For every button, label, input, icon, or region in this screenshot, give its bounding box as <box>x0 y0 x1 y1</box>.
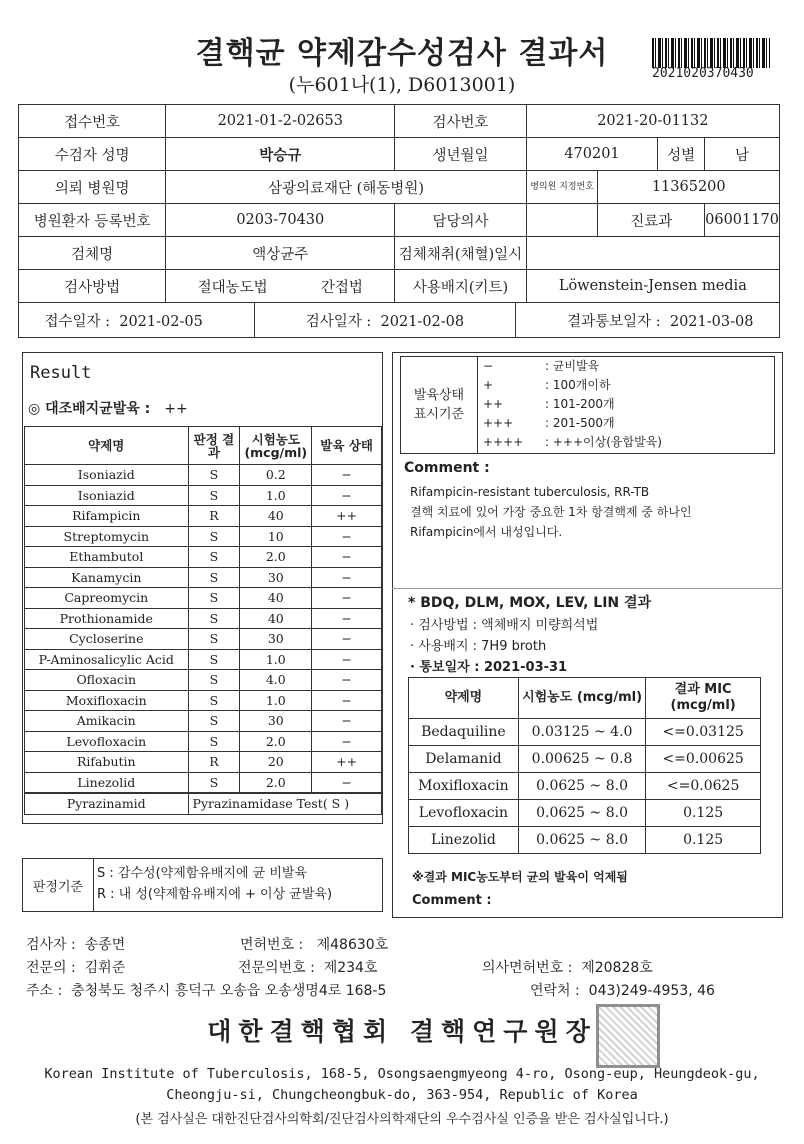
legend-symbol: +++ <box>483 416 514 430</box>
license-label: 면허번호 : <box>240 937 304 953</box>
drug-name: Linezolid <box>25 772 189 793</box>
judge-result: S <box>188 465 240 486</box>
mic-drug: Levofloxacin <box>409 800 519 827</box>
test-conc: 1.0 <box>240 649 312 670</box>
growth-status: − <box>312 690 382 711</box>
judge-result: S <box>188 731 240 752</box>
table-row <box>25 588 382 609</box>
legend-item <box>483 357 599 376</box>
growth-status: − <box>312 588 382 609</box>
hospital-label: 의뢰 병원명 <box>19 171 166 204</box>
growth-status: − <box>312 526 382 547</box>
growth-status: − <box>312 629 382 650</box>
test-conc: 10 <box>240 526 312 547</box>
dates-row <box>19 303 780 338</box>
drug-name: Amikacin <box>25 711 189 732</box>
test-no-label: 검사번호 <box>395 105 526 138</box>
specimen: 액상균주 <box>166 237 395 270</box>
legend-label <box>401 357 478 453</box>
doctor <box>526 204 598 237</box>
mic-table <box>408 677 761 854</box>
table-row <box>409 773 761 800</box>
table-row <box>25 690 382 711</box>
judge-result: S <box>188 772 240 793</box>
sex-label: 성별 <box>658 138 705 171</box>
patient-no: 0203-70430 <box>166 204 395 237</box>
judge-result: S <box>188 670 240 691</box>
license-number: 제48630호 <box>316 937 389 953</box>
specialist <box>26 957 125 977</box>
table-row <box>409 746 761 773</box>
col-judge: 판정 결과 <box>188 427 240 465</box>
collect-label: 검체채취(채혈)일시 <box>395 237 526 270</box>
legend-symbol: ++++ <box>483 435 524 449</box>
legend-desc: : 201-500개 <box>545 416 615 430</box>
table-row <box>25 752 382 773</box>
method-label: 검사방법 <box>19 270 166 303</box>
name-label: 수검자 성명 <box>19 138 166 171</box>
growth-legend <box>400 356 775 454</box>
bdq-report <box>410 656 567 675</box>
drug-name: Prothionamide <box>25 608 189 629</box>
legend-symbol: + <box>483 378 494 392</box>
test-conc: 4.0 <box>240 670 312 691</box>
judge-result: S <box>188 608 240 629</box>
control-growth <box>28 398 188 418</box>
test-conc: 2.0 <box>240 772 312 793</box>
dept-label: 진료과 <box>598 204 705 237</box>
table-row <box>25 731 382 752</box>
judge-result: S <box>188 567 240 588</box>
drug-name: Ofloxacin <box>25 670 189 691</box>
bdq-report-date: 2021-03-31 <box>483 660 568 675</box>
table-row <box>25 649 382 670</box>
criteria-s: S : 감수성(약제함유배지에 균 비발육 <box>97 866 308 881</box>
comment-title: Comment : <box>404 460 490 476</box>
spec-no <box>238 957 377 977</box>
test-conc: 30 <box>240 567 312 588</box>
birth-label: 생년월일 <box>395 138 526 171</box>
control-growth-value: ++ <box>164 401 188 417</box>
barcode <box>652 38 770 68</box>
legend-item <box>483 433 662 452</box>
growth-status: − <box>312 670 382 691</box>
contact-label: 연락처 : <box>530 983 580 999</box>
mic-drug: Bedaquiline <box>409 719 519 746</box>
contact-value: 043)249-4953, 46 <box>588 983 715 999</box>
tested-label: 검사일자 : <box>305 313 372 330</box>
received-label: 접수일자 : <box>44 313 111 330</box>
criteria-r: R : 내 성(약제함유배지에 + 이상 균발육) <box>97 887 333 902</box>
doc-license-number: 제20828호 <box>581 960 653 976</box>
receipt-no: 2021-01-2-02653 <box>166 105 395 138</box>
growth-status: − <box>312 465 382 486</box>
control-growth-label: ◎ 대조배지균발육 : <box>28 401 151 417</box>
pza-result: Pyrazinamidase Test( S ) <box>188 793 381 814</box>
received-date: 2021-02-05 <box>119 313 203 330</box>
institute-address-en-2: Cheongju-si, Chungcheongbuk-do, 363-954, Republic of Korea <box>166 1087 638 1103</box>
drug-name: Moxifloxacin <box>25 690 189 711</box>
growth-status: ++ <box>312 506 382 527</box>
test-conc: 1.0 <box>240 690 312 711</box>
growth-status: − <box>312 547 382 568</box>
address-label: 주소 : <box>26 983 63 999</box>
legend-item <box>483 376 611 395</box>
mic-conc: 0.0625 ~ 8.0 <box>518 800 645 827</box>
test-no: 2021-20-01132 <box>526 105 779 138</box>
comment-line: Rifampicin-resistant tuberculosis, RR-TB <box>410 485 650 499</box>
contact <box>530 980 715 1000</box>
hosp-code-label: 병의원 지정번호 <box>526 171 598 204</box>
legend-item <box>483 395 615 414</box>
mic-col-drug: 약제명 <box>409 678 519 719</box>
test-conc: 30 <box>240 711 312 732</box>
birth-date: 470201 <box>526 138 658 171</box>
mic-drug: Moxifloxacin <box>409 773 519 800</box>
table-row <box>25 547 382 568</box>
judge-result: S <box>188 547 240 568</box>
mic-col-conc: 시험농도 (mcg/ml) <box>518 678 645 719</box>
method-absolute: 절대농도법 <box>197 279 268 296</box>
drug-name: Ethambutol <box>25 547 189 568</box>
drug-name: Cycloserine <box>25 629 189 650</box>
mic-conc: 0.03125 ~ 4.0 <box>518 719 645 746</box>
legend-desc: : 101-200개 <box>545 397 615 411</box>
table-row <box>25 465 382 486</box>
bdq-comment-label: Comment : <box>412 893 492 908</box>
media: Löwenstein-Jensen media <box>526 270 779 303</box>
specialist-name: 김휘준 <box>84 960 126 976</box>
receipt-no-label: 접수번호 <box>19 105 166 138</box>
legend-desc: : 균비발육 <box>545 359 600 373</box>
institute-name: 대한결핵협회 결핵연구원장 <box>207 1017 597 1046</box>
inspector-name: 송종면 <box>84 937 126 953</box>
mic-conc: 0.00625 ~ 0.8 <box>518 746 645 773</box>
judge-result: S <box>188 588 240 609</box>
col-conc: 시험농도 (mcg/ml) <box>240 427 312 465</box>
growth-status: − <box>312 711 382 732</box>
drug-name: Levofloxacin <box>25 731 189 752</box>
judge-result: S <box>188 649 240 670</box>
sex: 남 <box>705 138 780 171</box>
criteria-label: 판정기준 <box>23 859 94 911</box>
drug-name: Rifabutin <box>25 752 189 773</box>
table-row <box>25 526 382 547</box>
table-row <box>25 670 382 691</box>
table-row <box>25 567 382 588</box>
inspector-label: 검사자 : <box>26 937 76 953</box>
legend-label-line2: 표시기준 <box>413 407 465 422</box>
license <box>240 934 388 954</box>
table-row <box>409 827 761 854</box>
growth-status: − <box>312 485 382 506</box>
test-conc: 30 <box>240 629 312 650</box>
judge-result: S <box>188 711 240 732</box>
drug-name: Isoniazid <box>25 465 189 486</box>
growth-status: − <box>312 772 382 793</box>
mic-result: <=0.03125 <box>646 719 761 746</box>
collect-date <box>526 237 779 270</box>
reported-label: 결과통보일자 : <box>567 313 661 330</box>
tested-date: 2021-02-08 <box>380 313 465 330</box>
address-value: 충청북도 청주시 흥덕구 오송읍 오송생명4로 168-5 <box>71 983 387 999</box>
legend-symbol: − <box>483 359 494 373</box>
mic-result: <=0.0625 <box>646 773 761 800</box>
doc-license <box>482 957 653 977</box>
table-row <box>25 485 382 506</box>
document-title: 결핵균 약제감수성검사 결과서 <box>195 36 609 71</box>
bdq-report-label: · 통보일자 : <box>410 660 480 675</box>
comment-line: Rifampicin에서 내성입니다. <box>410 525 563 539</box>
table-row <box>409 800 761 827</box>
doctor-label: 담당의사 <box>395 204 526 237</box>
pza-drug: Pyrazinamid <box>25 793 189 814</box>
reported-date: 2021-03-08 <box>669 313 754 330</box>
mic-note: ※결과 MIC농도부터 균의 발육이 억제됨 <box>412 870 628 884</box>
test-conc: 1.0 <box>240 485 312 506</box>
test-conc: 40 <box>240 588 312 609</box>
document-code: (누601나(1), D6013001) <box>288 74 516 96</box>
method <box>166 270 395 303</box>
comment-body <box>410 482 692 542</box>
table-row <box>25 506 382 527</box>
mic-drug: Linezolid <box>409 827 519 854</box>
hosp-code: 11365200 <box>598 171 780 204</box>
legend-desc: : +++이상(융합발육) <box>545 435 662 449</box>
certification-note: (본 검사실은 대한진단검사의학회/진단검사의학재단의 우수검사실 인증을 받은 검사실입니다.) <box>135 1112 669 1127</box>
test-conc: 40 <box>240 608 312 629</box>
legend-item <box>483 414 615 433</box>
drug-name: Streptomycin <box>25 526 189 547</box>
mic-conc: 0.0625 ~ 8.0 <box>518 773 645 800</box>
susceptibility-table <box>24 426 382 815</box>
criteria-box <box>22 858 383 912</box>
table-row <box>25 711 382 732</box>
spec-no-label: 전문의번호 : <box>238 960 315 976</box>
address <box>26 980 386 1000</box>
bdq-title: * BDQ, DLM, MOX, LEV, LIN 결과 <box>408 595 652 611</box>
table-row <box>25 608 382 629</box>
table-row <box>25 629 382 650</box>
doc-license-label: 의사면허번호 : <box>482 960 573 976</box>
media-label: 사용배지(키트) <box>395 270 526 303</box>
method-indirect: 간접법 <box>320 279 363 296</box>
table-row <box>25 772 382 793</box>
legend-label-line1: 발육상태 <box>413 388 465 403</box>
test-conc: 2.0 <box>240 731 312 752</box>
drug-name: P-Aminosalicylic Acid <box>25 649 189 670</box>
test-conc: 20 <box>240 752 312 773</box>
specialist-label: 전문의 : <box>26 960 76 976</box>
growth-status: ++ <box>312 752 382 773</box>
judge-result: R <box>188 506 240 527</box>
result-label: Result <box>30 363 92 383</box>
mic-conc: 0.0625 ~ 8.0 <box>518 827 645 854</box>
growth-status: − <box>312 608 382 629</box>
judge-result: R <box>188 752 240 773</box>
divider <box>392 588 783 589</box>
growth-status: − <box>312 567 382 588</box>
drug-name: Capreomycin <box>25 588 189 609</box>
test-conc: 0.2 <box>240 465 312 486</box>
judge-result: S <box>188 526 240 547</box>
bdq-media: · 사용배지 : 7H9 broth <box>410 639 547 654</box>
inspector <box>26 934 125 954</box>
barcode-number: 2021020370430 <box>652 66 754 81</box>
legend-symbol: ++ <box>483 397 504 411</box>
test-conc: 2.0 <box>240 547 312 568</box>
patient-no-label: 병원환자 등록번호 <box>19 204 166 237</box>
patient-info-table <box>18 104 780 338</box>
growth-status: − <box>312 649 382 670</box>
mic-col-mic: 결과 MIC (mcg/ml) <box>646 678 761 719</box>
legend-desc: : 100개이하 <box>545 378 611 392</box>
judge-result: S <box>188 485 240 506</box>
judge-result: S <box>188 690 240 711</box>
mic-result: <=0.00625 <box>646 746 761 773</box>
col-drug: 약제명 <box>25 427 189 465</box>
spec-no-value: 제234호 <box>323 960 378 976</box>
col-growth: 발육 상태 <box>312 427 382 465</box>
test-conc: 40 <box>240 506 312 527</box>
judge-result: S <box>188 629 240 650</box>
dept: 06001170 <box>705 204 780 237</box>
growth-status: − <box>312 731 382 752</box>
mic-result: 0.125 <box>646 827 761 854</box>
bdq-method: · 검사방법 : 액체배지 미량희석법 <box>410 618 599 633</box>
mic-drug: Delamanid <box>409 746 519 773</box>
mic-result: 0.125 <box>646 800 761 827</box>
hospital-name: 삼광의료재단 (해동병원) <box>166 171 526 204</box>
drug-name: Rifampicin <box>25 506 189 527</box>
drug-name: Kanamycin <box>25 567 189 588</box>
institute-address-en-1: Korean Institute of Tuberculosis, 168-5, Osongsaengmyeong 4-ro, Osong-eup, Heungdeok-gu, <box>44 1066 760 1082</box>
comment-line: 결핵 치료에 있어 가장 중요한 1차 항결핵제 중 하나인 <box>410 505 692 519</box>
drug-name: Isoniazid <box>25 485 189 506</box>
table-row <box>409 719 761 746</box>
specimen-label: 검체명 <box>19 237 166 270</box>
patient-name: 박승규 <box>166 138 395 171</box>
